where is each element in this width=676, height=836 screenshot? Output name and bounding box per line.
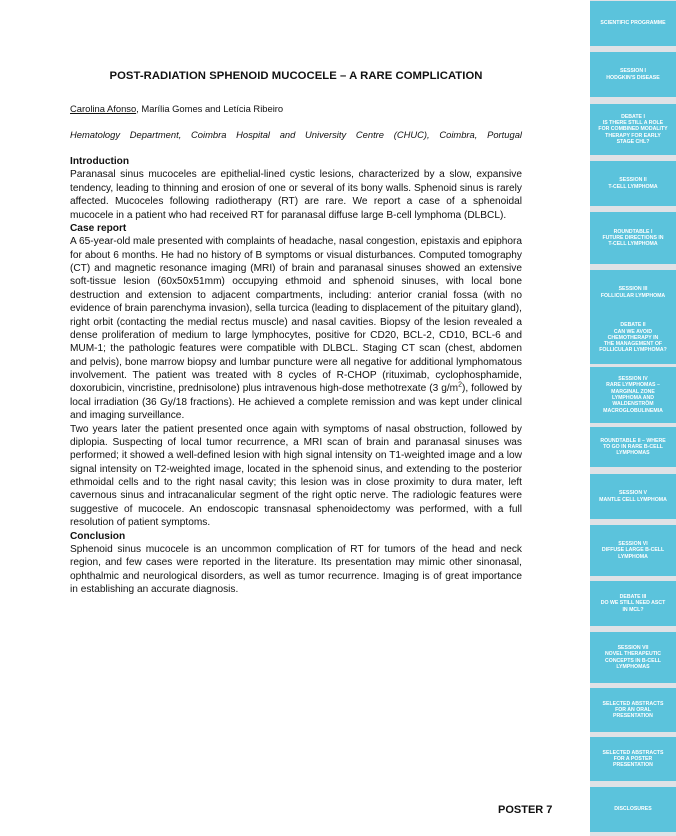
sidebar-item-label: SESSION VI DIFFUSE LARGE B-CELL LYMPHOMA (601, 541, 665, 560)
sidebar-item-label: DISCLOSURES (614, 806, 652, 813)
sidebar-item-roundtable-1[interactable] (590, 212, 676, 264)
sidebar-item-label: ROUNDTABLE II – WHERE TO GO IN RARE B-CELL LYMPHOMAS (600, 437, 666, 457)
case-report-text-b: ), followed by local irradiation (36 Gy/18 fractions). He achieved a complete remission and was kept under clinical and imaging surveillance. (70, 383, 522, 422)
author-list (70, 103, 522, 114)
case-report-heading: Case report (70, 222, 127, 234)
superscript-2: 2 (458, 382, 462, 389)
sidebar-item-label: SESSION III FOLLICULAR LYMPHOMA (600, 286, 666, 299)
sidebar-item-debate-2[interactable] (590, 312, 676, 364)
sidebar-item-poster-abstracts[interactable] (590, 737, 676, 781)
sidebar-item-label: ROUNDTABLE I FUTURE DIRECTIONS IN T-CELL LYMPHOMA (602, 228, 664, 248)
introduction-text: Paranasal sinus mucoceles are epithelial-lined cystic lesions, characterized by a slow, expansive tendency, leading to thinning and erosion of one or several of its bony walls. Sphenoid sinus is rarely affected. Mucoceles following radiotherapy (RT) are rare. We report a case of a sphenoidal mucocele in a patient who had received RT for paranasal diffuse large B-cell lymphoma (DLBCL). (70, 169, 522, 221)
case-report-paragraph-2: Two years later the patient presented once again with symptoms of nasal obstruction, followed by diplopia. Suspecting of local tumor recurrence, a MRI scan of brain and paranasal sinuses was performed; it showed a well-defined lesion with high signal intensity on T1-weighted image and a low signal intensity on T2-weighted image, located in the sphenoid sinus, and extending to the posterior ethmoidal cells and to the right nasal cavity; this lesion was in close proximity to dura mater, left cavernous sinus and intracanalicular segment of the right optic nerve. The radiologic features were suggestive of mucocele. An endoscopic transnasal sphenoidectomy was performed, with a full resolution of patient symptoms. (70, 423, 522, 529)
sidebar-item-label: SESSION VII NOVEL THERAPEUTIC CONCEPTS IN B-CELL LYMPHOMAS (604, 644, 662, 670)
case-report-text-a: A 65-year-old male presented with complaints of headache, nasal congestion, epistaxis and epiphora for about 6 months. He had no history of B symptoms or visual disturbances. Computed tomography (CT) and magnetic resonance imaging (MRI) of brain and paranasal sinuses showed an extensive soft-tissue lesion (60x50x51mm) occupying ethmoid and sphenoid sinuses, with local bone destruction and extension to adjacent compartments, including: anterior cranial fossa (with no evidence of brain parenchyma invasion), sella turcica (leading to displacement of the pituitary gland), right orbit (contacting the medial rectus muscle) and nasal cavities. Biopsy of the lesion revealed a dense proliferation of medium to large lymphocytes, positive for CD20, BCL-2, CD10, BCL-6 and MUM-1; the pathologic features were compatible with DLBCL. Staging CT scan (chest, abdomen and pelvis), bone marrow biopsy and lumbar puncture were all negative for additional lymphomatous involvement. The patient was treated with 8 cycles of R-CHOP (rituximab, cyclophosphamide, doxorubicin, vincristine, prednisolone) plus intravenous high-dose methotrexate (3 g/m (70, 236, 522, 395)
sidebar-item-session-1[interactable] (590, 52, 676, 97)
sidebar-item-oral-abstracts[interactable] (590, 688, 676, 732)
sidebar-item-scientific-programme[interactable] (590, 1, 676, 46)
sidebar-item-session-4[interactable] (590, 367, 676, 423)
case-report-paragraph-1 (70, 235, 522, 422)
sidebar-item-label: DEBATE I IS THERE STILL A ROLE FOR COMBINED MODALITY THERAPY FOR EARLY STAGE CHL? (598, 113, 668, 145)
conclusion-text: Sphenoid sinus mucocele is an uncommon complication of RT for tumors of the head and neck region, and few cases were reported in the literature. Its presentation may mimic other sinonasal, ophthalmic and neurological disorders, as well as tumor recurrence. Imaging is of great importance in establishing an accurate diagnosis. (70, 543, 522, 595)
sidebar-item-debate-3[interactable] (590, 581, 676, 626)
affiliation: Hematology Department, Coimbra Hospital and University Centre (CHUC), Coimbra, Portugal (70, 129, 522, 140)
conclusion-heading: Conclusion (70, 530, 126, 542)
sidebar-item-session-7[interactable] (590, 632, 676, 683)
sidebar-nav (590, 0, 676, 836)
sidebar-item-label: SESSION IV RARE LYMPHOMAS – MARGINAL ZONE LYMPHOMA AND WALDENSTRÖM MACROGLOBULINEMIA (603, 376, 663, 414)
sidebar-item-debate-1[interactable] (590, 104, 676, 155)
sidebar-item-label: SCIENTIFIC PROGRAMME (600, 20, 666, 27)
sidebar-item-label: SESSION I HODGKIN'S DISEASE (606, 68, 660, 81)
introduction-heading: Introduction (70, 156, 130, 167)
sidebar-item-session-5[interactable] (590, 474, 676, 519)
first-author: Carolina Afonso (70, 103, 137, 114)
poster-number: POSTER 7 (498, 804, 553, 816)
sidebar-item-session-2[interactable] (590, 161, 676, 206)
co-authors: , Marília Gomes and Letícia Ribeiro (136, 103, 284, 114)
sidebar-item-label: SESSION II T-CELL LYMPHOMA (608, 177, 658, 190)
sidebar-item-roundtable-2[interactable] (590, 427, 676, 467)
article-title: POST-RADIATION SPHENOID MUCOCELE – A RARE COMPLICATION (109, 70, 483, 82)
sidebar-item-label: SESSION V MANTLE CELL LYMPHOMA (599, 490, 667, 503)
sidebar-item-session-3[interactable] (590, 270, 676, 315)
sidebar-item-label: DEBATE III DO WE STILL NEED ASCT IN MCL? (600, 594, 666, 613)
sidebar-item-disclosures[interactable] (590, 787, 676, 832)
sidebar-item-session-6[interactable] (590, 525, 676, 576)
article-body (70, 155, 522, 596)
sidebar-item-label: SELECTED ABSTRACTS FOR AN ORAL PRESENTATION (602, 700, 664, 720)
sidebar-item-label: DEBATE II CAN WE AVOID CHEMOTHERAPY IN THE MANAGEMENT OF FOLLICULAR LYMPHOMA? (599, 322, 667, 354)
sidebar-item-label: SELECTED ABSTRACTS FOR A POSTER PRESENTATION (602, 749, 664, 769)
